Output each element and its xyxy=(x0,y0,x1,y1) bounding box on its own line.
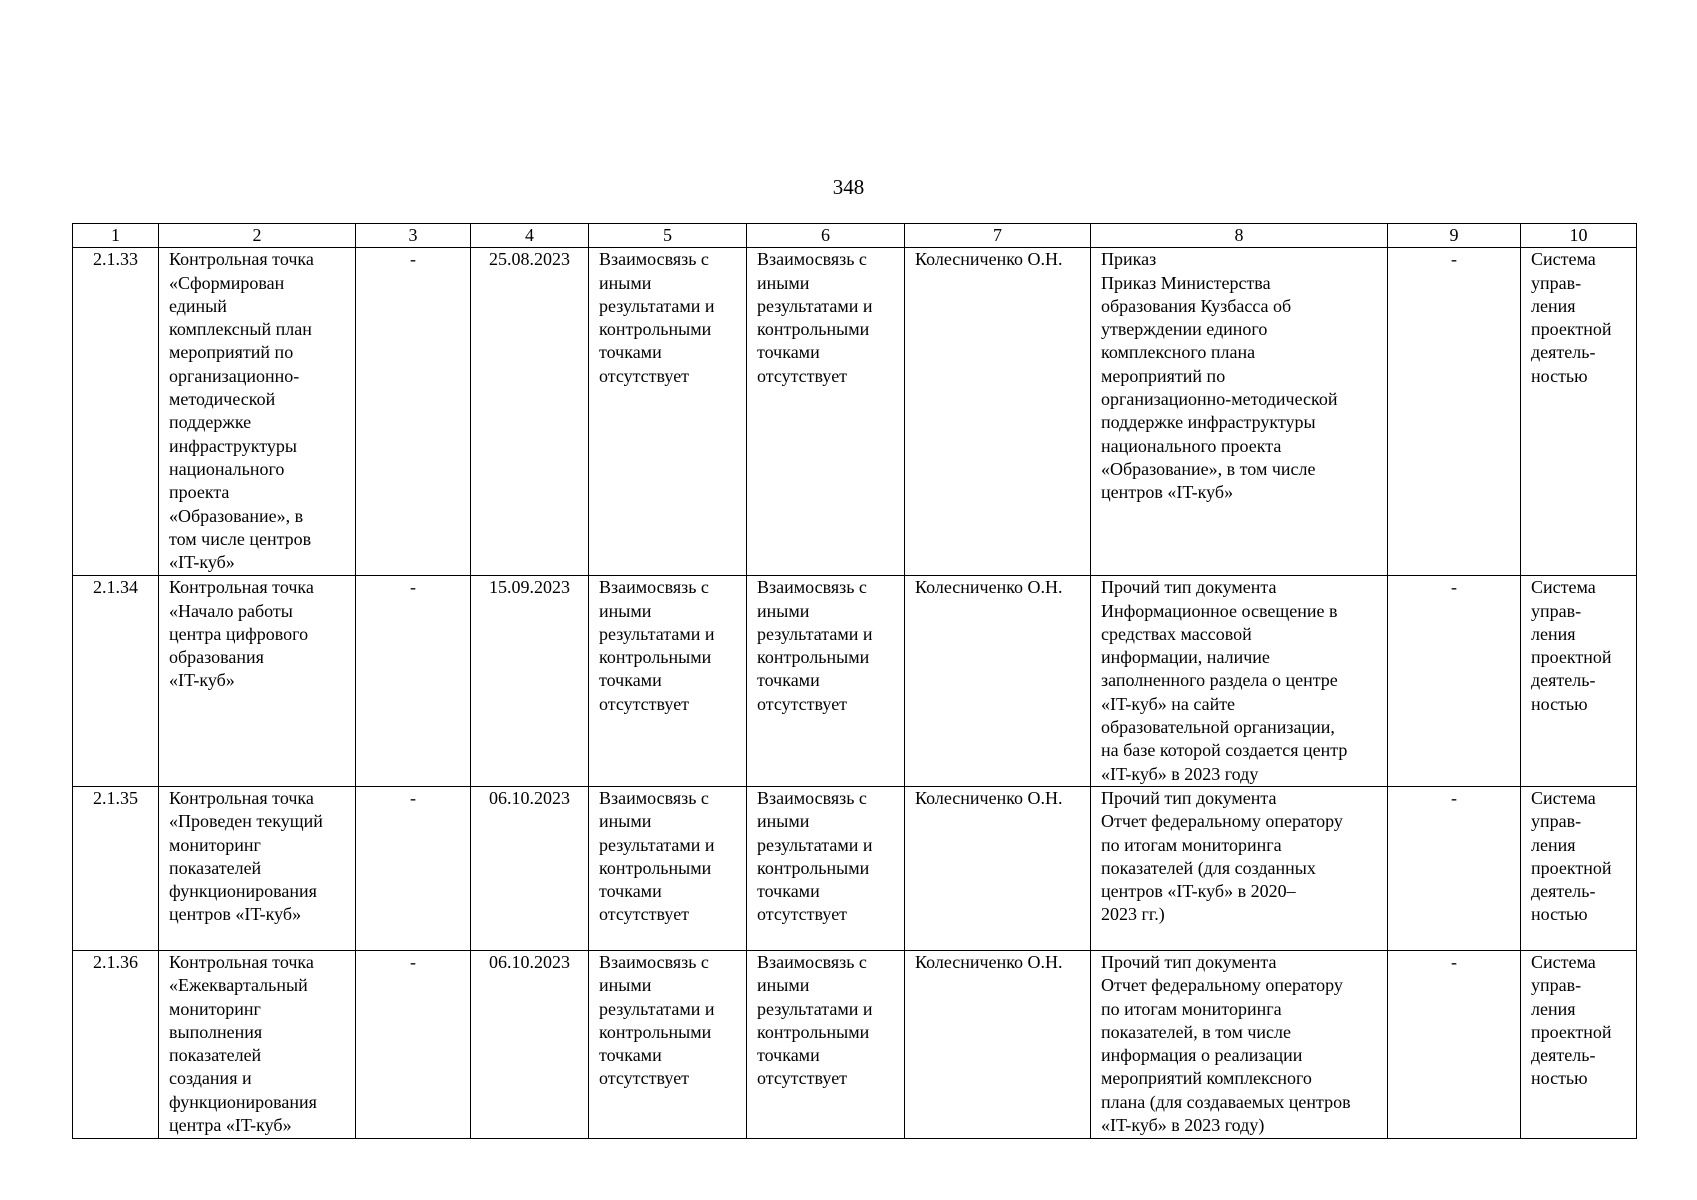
system-cell: Система управ- ления проектной деятель- ностью xyxy=(1521,576,1637,787)
column-header: 3 xyxy=(356,224,471,248)
date-cell: 06.10.2023 xyxy=(471,786,589,950)
column-header: 7 xyxy=(905,224,1091,248)
column-3-cell: - xyxy=(356,248,471,576)
column-3-cell: - xyxy=(356,786,471,950)
responsible-cell: Колесниченко О.Н. xyxy=(905,248,1091,576)
column-3-cell: - xyxy=(356,576,471,787)
document-cell: Прочий тип документа Отчет федеральному оператору по итогам мониторинга показателей (для созданных центров «IT-куб» в 2020– 2023 гг.) xyxy=(1091,786,1388,950)
control-point-name-cell: Контрольная точка «Начало работы центра цифрового образования «IT-куб» xyxy=(159,576,356,787)
table-row xyxy=(73,248,1637,576)
column-header: 5 xyxy=(589,224,747,248)
relationship-cell: Взаимосвязь с иными результатами и контрольными точками отсутствует xyxy=(589,248,747,576)
document-cell: Приказ Приказ Министерства образования Кузбасса об утверждении единого комплексного плана мероприятий по организационно-методической поддержке инфраструктуры национального проекта «Образование», в том числе центров «IT-куб» xyxy=(1091,248,1388,576)
date-cell: 15.09.2023 xyxy=(471,576,589,787)
system-cell: Система управ- ления проектной деятель- ностью xyxy=(1521,950,1637,1138)
date-cell: 06.10.2023 xyxy=(471,950,589,1138)
column-3-cell: - xyxy=(356,950,471,1138)
relationship-cell: Взаимосвязь с иными результатами и контрольными точками отсутствует xyxy=(747,248,905,576)
table-row xyxy=(73,576,1637,787)
column-number-header-row xyxy=(73,224,1637,248)
control-point-name-cell: Контрольная точка «Сформирован единый комплексный план мероприятий по организационно- методической поддержке инфраструктуры национального проекта «Образование», в том числе центров «IT-куб» xyxy=(159,248,356,576)
row-number-cell: 2.1.36 xyxy=(73,950,159,1138)
column-header: 2 xyxy=(159,224,356,248)
table-row xyxy=(73,786,1637,950)
column-9-cell: - xyxy=(1388,248,1521,576)
relationship-cell: Взаимосвязь с иными результатами и контрольными точками отсутствует xyxy=(747,786,905,950)
responsible-cell: Колесниченко О.Н. xyxy=(905,786,1091,950)
responsible-cell: Колесниченко О.Н. xyxy=(905,576,1091,787)
document-cell: Прочий тип документа Отчет федеральному оператору по итогам мониторинга показателей, в том числе информация о реализации мероприятий комплексного плана (для создаваемых центров «IT-куб» в 2023 году) xyxy=(1091,950,1388,1138)
column-header: 4 xyxy=(471,224,589,248)
row-number-cell: 2.1.35 xyxy=(73,786,159,950)
table-row xyxy=(73,950,1637,1138)
relationship-cell: Взаимосвязь с иными результатами и контрольными точками отсутствует xyxy=(747,576,905,787)
column-9-cell: - xyxy=(1388,950,1521,1138)
column-header: 6 xyxy=(747,224,905,248)
control-point-name-cell: Контрольная точка «Проведен текущий мониторинг показателей функционирования центров «IT-куб» xyxy=(159,786,356,950)
row-number-cell: 2.1.33 xyxy=(73,248,159,576)
relationship-cell: Взаимосвязь с иными результатами и контрольными точками отсутствует xyxy=(589,950,747,1138)
relationship-cell: Взаимосвязь с иными результатами и контрольными точками отсутствует xyxy=(747,950,905,1138)
control-points-table xyxy=(72,223,1637,1139)
relationship-cell: Взаимосвязь с иными результатами и контрольными точками отсутствует xyxy=(589,576,747,787)
column-header: 1 xyxy=(73,224,159,248)
page-number: 348 xyxy=(832,175,865,199)
relationship-cell: Взаимосвязь с иными результатами и контрольными точками отсутствует xyxy=(589,786,747,950)
date-cell: 25.08.2023 xyxy=(471,248,589,576)
column-header: 9 xyxy=(1388,224,1521,248)
column-9-cell: - xyxy=(1388,576,1521,787)
document-cell: Прочий тип документа Информационное освещение в средствах массовой информации, наличие заполненного раздела о центре «IT-куб» на сайте образовательной организации, на базе которой создается центр «IT-куб» в 2023 году xyxy=(1091,576,1388,787)
row-number-cell: 2.1.34 xyxy=(73,576,159,787)
responsible-cell: Колесниченко О.Н. xyxy=(905,950,1091,1138)
column-header: 8 xyxy=(1091,224,1388,248)
column-9-cell: - xyxy=(1388,786,1521,950)
system-cell: Система управ- ления проектной деятель- ностью xyxy=(1521,248,1637,576)
control-point-name-cell: Контрольная точка «Ежеквартальный мониторинг выполнения показателей создания и функционирования центра «IT-куб» xyxy=(159,950,356,1138)
column-header: 10 xyxy=(1521,224,1637,248)
system-cell: Система управ- ления проектной деятель- ностью xyxy=(1521,786,1637,950)
